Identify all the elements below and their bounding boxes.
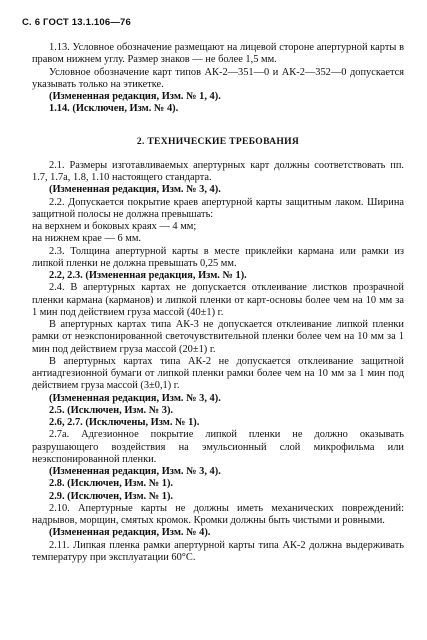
- list-item-bottom-edge: на нижнем крае — 6 мм.: [32, 233, 142, 245]
- amendment-note: (Измененная редакция, Изм. № 3, 4).: [49, 392, 221, 404]
- section-title: 2. ТЕХНИЧЕСКИЕ ТРЕБОВАНИЯ: [136, 135, 300, 147]
- paragraph-1-13-note: Условное обозначение карт типов АК-2—351—0 и АК-2—352—0 допускается указывать только на этикетке.: [32, 66, 407, 90]
- paragraph-2-2-2-3-amendment: 2.2, 2.3. (Измененная редакция, Изм. № 1).: [49, 270, 247, 281]
- paragraph-2-5: 2.5. (Исключен, Изм. № 3).: [49, 404, 174, 416]
- paragraph-2-6-2-7: 2.6, 2.7. (Исключены, Изм. № 1).: [49, 417, 200, 428]
- paragraph-2-7a: 2.7а. Адгезионное покрытие липкой пленки не должно оказывать разрушающего воздействия на эмульсионный слой микрофильма или неэкспонированной пленки.: [32, 429, 407, 465]
- paragraph-2-8: 2.8. (Исключен, Изм. № 1).: [49, 478, 174, 490]
- paragraph-2-2: 2.2. Допускается покрытие краев апертурной карты защитным лаком. Ширина защитной полосы не должна превышать:: [32, 196, 407, 220]
- paragraph-2-3: 2.3. Толщина апертурной карты в месте приклейки кармана или рамки из липкой пленки не должна превышать 0,25 мм.: [32, 245, 407, 269]
- paragraph-2-4-ak3: В апертурных картах типа АК-3 не допускается отклеивание липкой пленки рамки от неэкспонированной светочувствительной пленки более чем на 10 мм за 1 мин под действием груза массой (20±1) г.: [32, 319, 407, 355]
- amendment-note: (Измененная редакция, Изм. № 3, 4).: [49, 184, 221, 196]
- amendment-note: (Измененная редакция, Изм. № 1, 4).: [49, 91, 221, 102]
- amendment-note: (Измененная редакция, Изм. № 4).: [49, 527, 211, 539]
- paragraph-2-11: 2.11. Липкая пленка рамки апертурной карты типа АК-2 должна выдерживать температуру при эксплуатации 60°С.: [32, 539, 407, 563]
- list-item-top-side-edges: на верхнем и боковых краях — 4 мм;: [32, 221, 197, 232]
- paragraph-2-9: 2.9. (Исключен, Изм. № 1).: [49, 490, 174, 502]
- paragraph-1-13: 1.13. Условное обозначение размещают на лицевой стороне апертурной карты в правом нижнем углу. Размер знаков — не более 1,5 мм.: [32, 42, 407, 66]
- document-body: [32, 42, 407, 564]
- paragraph-2-4: 2.4. В апертурных картах не допускается отклеивание листков прозрачной пленки кармана (карманов) и липкой пленки от карт-основы более чем на 10 мм за 1 мин под действием груза массой (40±1) г.: [32, 282, 407, 318]
- paragraph-2-4-ak2: В апертурных картах типа АК-2 не допускается отклеивание защитной антиадгезионной бумаги от липкой пленки рамки более чем на 10 мм за 1 мин под действием груза массой (3±0,1) г.: [32, 355, 407, 392]
- page-header: С. 6 ГОСТ 13.1.106—76: [22, 17, 132, 28]
- paragraph-1-14: 1.14. (Исключен, Изм. № 4).: [49, 103, 179, 115]
- paragraph-2-10: 2.10. Апертурные карты не должны иметь механических повреждений: надрывов, морщин, смятых кромок. Кромки должны быть чистыми и ровными.: [32, 502, 407, 526]
- paragraph-2-1: 2.1. Размеры изготавливаемых апертурных карт должны соответствовать пп. 1.7, 1.7а, 1.8, 1.10 настоящего стандарта.: [32, 159, 407, 183]
- amendment-note: (Измененная редакция, Изм. № 3, 4).: [49, 466, 221, 477]
